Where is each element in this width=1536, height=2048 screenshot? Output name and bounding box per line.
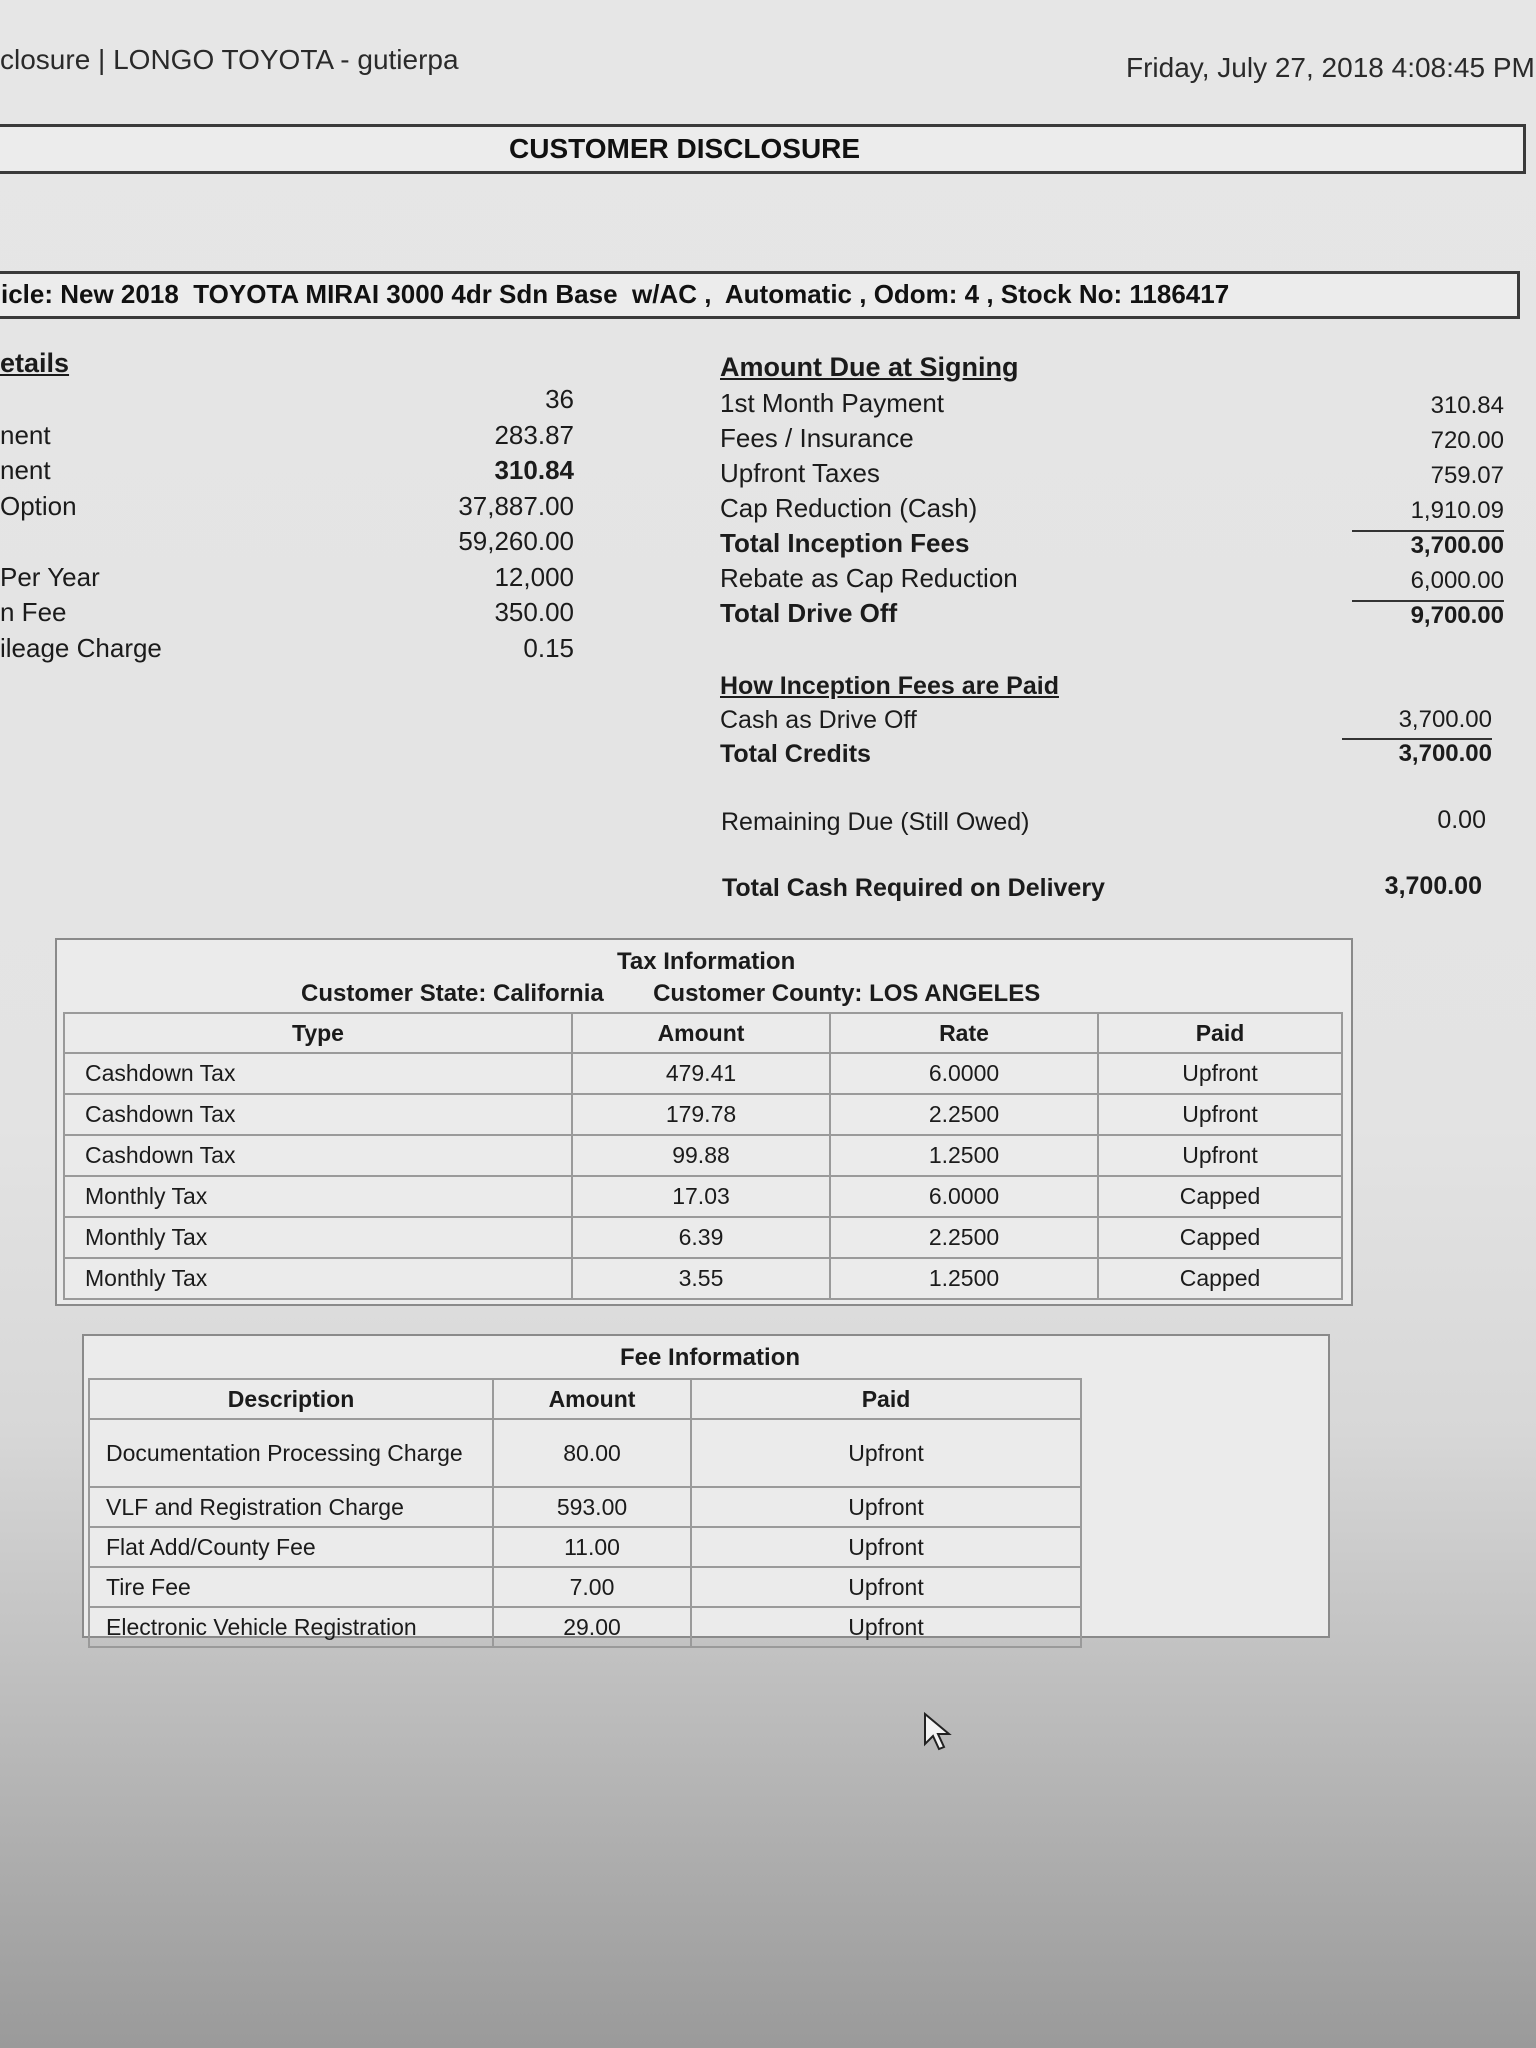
tax-amount-cell: 99.88 [572,1135,830,1176]
details-label: nent [0,419,51,450]
details-row [0,384,580,420]
inception-row [720,740,1492,774]
fee-paid-cell: Upfront [691,1419,1081,1487]
total-cash-value: 3,700.00 [1384,872,1482,900]
tax-header-row [64,1013,1342,1053]
due-at-signing-list [720,388,1504,633]
details-value: 37,887.00 [458,490,574,521]
col-paid: Paid [1098,1013,1342,1053]
inception-paid-title: How Inception Fees are Paid [720,672,1059,700]
table-row [64,1217,1342,1258]
due-value: 1,910.09 [1410,497,1504,524]
due-label: Fees / Insurance [720,423,914,453]
details-value: 283.87 [494,419,574,450]
doc-title-box [0,124,1526,174]
details-row [0,597,580,633]
due-row [720,528,1504,563]
subtotal-rule [1352,530,1504,532]
due-label: Upfront Taxes [720,458,880,488]
table-row [89,1527,1081,1567]
col-fee-amount: Amount [493,1379,691,1419]
due-row [720,598,1504,633]
fee-table [88,1378,1082,1648]
vehicle-box [0,271,1520,319]
col-description: Description [89,1379,493,1419]
due-label: Total Drive Off [720,598,898,628]
tax-information-panel [55,938,1353,1306]
tax-location [301,980,1040,1008]
due-value: 6,000.00 [1410,567,1504,594]
fee-description-cell: Documentation Processing Charge [89,1419,493,1487]
tax-rate-cell: 1.2500 [830,1258,1098,1299]
state-value: California [493,980,604,1007]
fee-description-cell: Tire Fee [89,1567,493,1607]
due-value: 3,700.00 [1410,532,1504,559]
table-row [89,1487,1081,1527]
county-value: LOS ANGELES [869,980,1041,1007]
due-label: Total Inception Fees [720,528,970,558]
details-row [0,562,580,598]
details-row [0,420,580,456]
inception-paid-list [720,706,1492,774]
county-label: Customer County: [653,980,863,1007]
due-row [720,388,1504,423]
due-row [720,458,1504,493]
inception-value: 3,700.00 [1398,706,1492,733]
due-value: 310.84 [1430,392,1504,419]
fee-description-cell: Flat Add/County Fee [89,1527,493,1567]
fee-amount-cell: 7.00 [493,1567,691,1607]
tax-table [63,1012,1343,1300]
table-row [64,1094,1342,1135]
tax-paid-cell: Upfront [1098,1094,1342,1135]
tax-amount-cell: 6.39 [572,1217,830,1258]
details-value: 12,000 [494,561,574,592]
tax-rate-cell: 2.2500 [830,1094,1098,1135]
table-row [64,1053,1342,1094]
inception-label: Cash as Drive Off [720,706,917,734]
details-row [0,633,580,669]
details-row [0,491,580,527]
fee-description-cell: VLF and Registration Charge [89,1487,493,1527]
details-label: nent [0,455,51,485]
details-title: etails [0,348,70,378]
inception-label: Total Credits [720,740,871,768]
fee-paid-cell: Upfront [691,1607,1081,1647]
details-value: 36 [545,384,574,414]
due-value: 720.00 [1430,427,1504,454]
tax-paid-cell: Capped [1098,1176,1342,1217]
tax-type-cell: Cashdown Tax [64,1135,572,1176]
doc-title: CUSTOMER DISCLOSURE [509,133,861,164]
details-list [0,384,580,668]
tax-paid-cell: Capped [1098,1217,1342,1258]
table-row [89,1419,1081,1487]
table-row [64,1176,1342,1217]
table-row [89,1567,1081,1607]
fee-paid-cell: Upfront [691,1527,1081,1567]
tax-paid-cell: Upfront [1098,1135,1342,1176]
col-type: Type [64,1013,572,1053]
details-value: 59,260.00 [458,526,574,556]
col-amount: Amount [572,1013,830,1053]
inception-value: 3,700.00 [1398,740,1492,767]
tax-rate-cell: 2.2500 [830,1217,1098,1258]
due-row [720,563,1504,598]
due-row [720,423,1504,458]
tax-rate-cell: 6.0000 [830,1176,1098,1217]
tax-type-cell: Monthly Tax [64,1258,572,1299]
tax-type-cell: Monthly Tax [64,1217,572,1258]
details-value: 310.84 [494,455,574,485]
col-fee-paid: Paid [691,1379,1081,1419]
tax-type-cell: Cashdown Tax [64,1094,572,1135]
due-label: Cap Reduction (Cash) [720,493,978,523]
table-row [64,1258,1342,1299]
inception-row [720,706,1492,740]
vehicle-description: icle: New 2018 TOYOTA MIRAI 3000 4dr Sdn Base w/AC , Automatic , Odom: 4 , Stock No: 1186417 [1,279,1230,309]
tax-information-title: Tax Information [617,948,796,975]
fee-amount-cell: 80.00 [493,1419,691,1487]
tax-amount-cell: 479.41 [572,1053,830,1094]
fee-paid-cell: Upfront [691,1567,1081,1607]
tax-paid-cell: Capped [1098,1258,1342,1299]
due-label: Rebate as Cap Reduction [720,563,1018,593]
tax-amount-cell: 17.03 [572,1176,830,1217]
state-label: Customer State: [301,980,487,1007]
fee-amount-cell: 29.00 [493,1607,691,1647]
table-row [64,1135,1342,1176]
tax-paid-cell: Upfront [1098,1053,1342,1094]
details-row [0,455,580,491]
details-value: 0.15 [523,632,574,663]
fee-information-panel [82,1334,1330,1638]
details-label: ileage Charge [0,632,162,663]
details-label: Per Year [0,561,100,592]
table-row [89,1607,1081,1647]
details-value: 350.00 [494,597,574,627]
tax-rate-cell: 1.2500 [830,1135,1098,1176]
tax-amount-cell: 3.55 [572,1258,830,1299]
fee-amount-cell: 11.00 [493,1527,691,1567]
tab-title: closure | LONGO TOYOTA - gutierpa [0,44,459,75]
fee-description-cell: Electronic Vehicle Registration [89,1607,493,1647]
total-cash-label: Total Cash Required on Delivery [722,874,1105,902]
details-label: Option [0,490,77,521]
total-rule [1352,600,1504,602]
fee-paid-cell: Upfront [691,1487,1081,1527]
col-rate: Rate [830,1013,1098,1053]
tax-amount-cell: 179.78 [572,1094,830,1135]
tax-type-cell: Monthly Tax [64,1176,572,1217]
due-row [720,493,1504,528]
due-label: 1st Month Payment [720,388,944,418]
due-value: 9,700.00 [1410,602,1504,629]
print-datetime: Friday, July 27, 2018 4:08:45 PM [1126,52,1535,83]
details-label: n Fee [0,597,67,627]
remaining-value: 0.00 [1437,806,1486,834]
credits-rule [1342,738,1492,740]
fee-header-row [89,1379,1081,1419]
fee-amount-cell: 593.00 [493,1487,691,1527]
tax-rate-cell: 6.0000 [830,1053,1098,1094]
remaining-label: Remaining Due (Still Owed) [721,808,1030,836]
mouse-pointer-icon [922,1712,956,1757]
tax-type-cell: Cashdown Tax [64,1053,572,1094]
fee-information-title: Fee Information [620,1344,801,1371]
details-row [0,526,580,562]
due-value: 759.07 [1430,462,1504,489]
due-at-signing-title: Amount Due at Signing [720,352,1019,382]
